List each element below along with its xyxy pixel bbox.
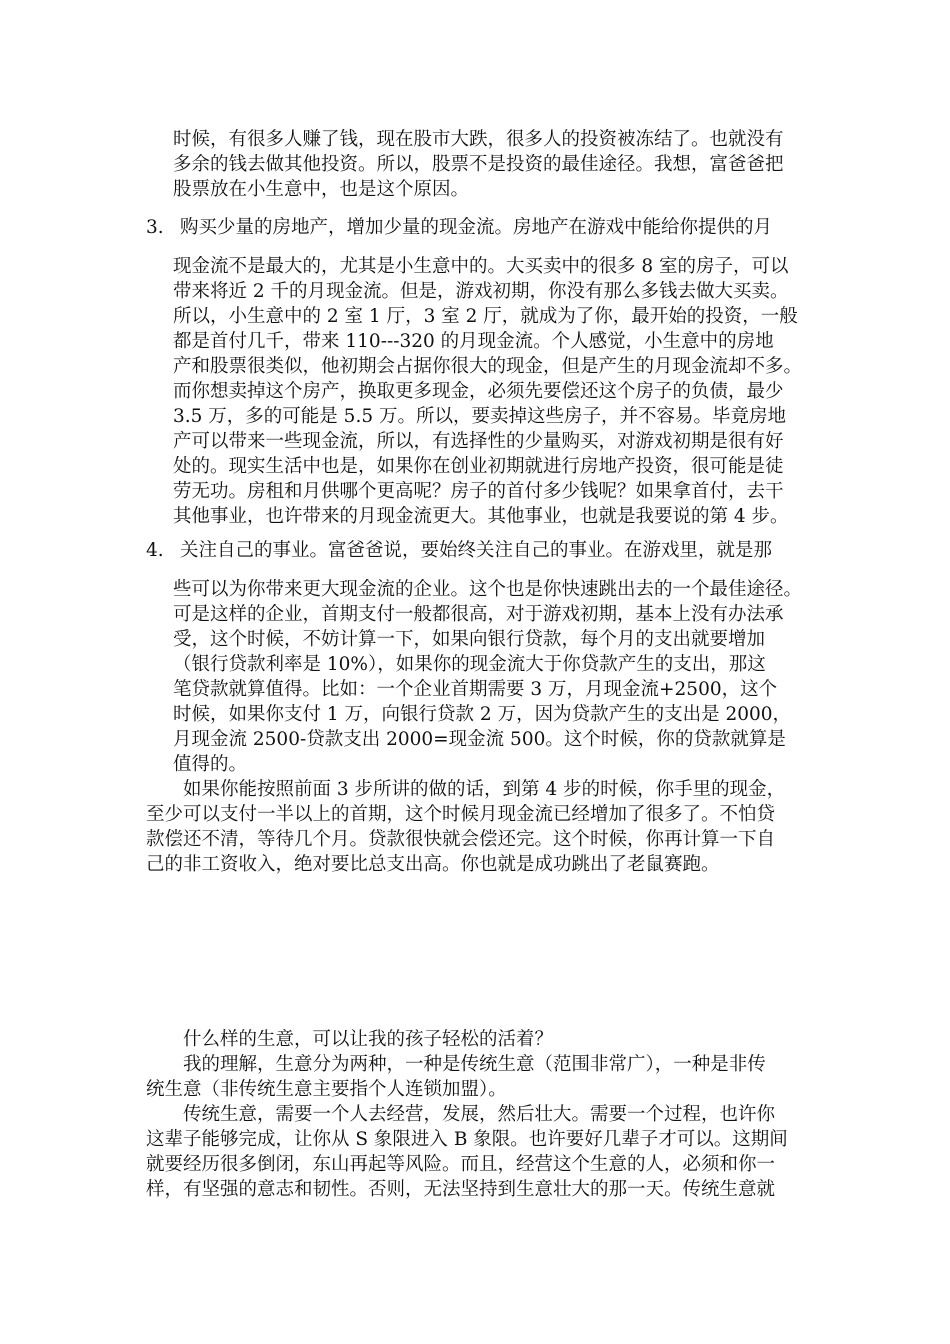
- list-item-4-line: 值得的。: [173, 754, 248, 775]
- list-item-4-line: 些可以为你带来更大现金流的企业。这个也是你快速跳出去的一个最佳途径。: [173, 579, 803, 600]
- section2-line: 传统生意，需要一个人去经营，发展，然后壮大。需要一个过程，也许你: [183, 1104, 776, 1125]
- section2-line: 统生意（非传统生意主要指个人连锁加盟）。: [146, 1079, 507, 1100]
- list-item-3-line: 而你想卖掉这个房产，换取更多现金，必须先要偿还这个房子的负债，最少: [173, 381, 784, 402]
- section2-line: 样，有坚强的意志和韧性。否则，无法坚持到生意壮大的那一天。传统生意就: [146, 1179, 776, 1200]
- conclusion-line: 款偿还不清，等待几个月。贷款很快就会偿还完。这个时候，你再计算一下自: [146, 829, 776, 850]
- section2-line: 就要经历很多倒闭，东山再起等风险。而且，经营这个生意的人，必须和你一: [146, 1154, 776, 1175]
- conclusion-line: 如果你能按照前面 3 步所讲的做的话，到第 4 步的时候，你手里的现金，: [183, 779, 786, 800]
- section2-question: 什么样的生意，可以让我的孩子轻松的活着？: [183, 1029, 554, 1050]
- list-item-3-line: 处的。现实生活中也是，如果你在创业初期就进行房地产投资，很可能是徒: [173, 456, 784, 477]
- list-item-3-line: 其他事业，也许带来的月现金流更大。其他事业，也就是我要说的第 4 步。: [173, 506, 789, 527]
- list-item-4-line: 笔贷款就算值得。比如：一个企业首期需要 3 万，月现金流+2500，这个: [173, 679, 778, 700]
- list-number-4: 4.: [146, 540, 164, 561]
- list-item-4-line: 受，这个时候，不妨计算一下，如果向银行贷款，每个月的支出就要增加: [173, 629, 766, 650]
- list-item-3-line: 劳无功。房租和月供哪个更高呢？房子的首付多少钱呢？如果拿首付，去干: [173, 481, 784, 502]
- list-item-4-first-line: 关注自己的事业。富爸爸说，要始终关注自己的事业。在游戏里，就是那: [180, 540, 773, 561]
- conclusion-line: 至少可以支付一半以上的首期，这个时候月现金流已经增加了很多了。不怕贷: [146, 804, 776, 825]
- list-item-3-first-line: 购买少量的房地产，增加少量的现金流。房地产在游戏中能给你提供的月: [180, 217, 773, 238]
- list-item-4-line: （银行贷款利率是 10%），如果你的现金流大于你贷款产生的支出，那这: [173, 654, 766, 675]
- list-item-3-line: 所以，小生意中的 2 室 1 厅，3 室 2 厅，就成为了你，最开始的投资，一般: [173, 306, 798, 327]
- conclusion-line: 己的非工资收入，绝对要比总支出高。你也就是成功跳出了老鼠赛跑。: [146, 854, 720, 875]
- list-item-4-line: 月现金流 2500-贷款支出 2000=现金流 500。这个时候，你的贷款就算是: [173, 729, 786, 750]
- intro-line: 多余的钱去做其他投资。所以，股票不是投资的最佳途径。我想，富爸爸把: [173, 154, 784, 175]
- list-item-3-line: 带来将近 2 千的月现金流。但是，游戏初期，你没有那么多钱去做大买卖。: [173, 281, 789, 302]
- list-item-3-line: 3.5 万，多的可能是 5.5 万。所以，要卖掉这些房子，并不容易。毕竟房地: [173, 406, 786, 427]
- list-item-3-line: 产可以带来一些现金流，所以，有选择性的少量购买，对游戏初期是很有好: [173, 431, 784, 452]
- list-item-3-line: 产和股票很类似，他初期会占据你很大的现金，但是产生的月现金流却不多。: [173, 356, 803, 377]
- section2-line: 我的理解，生意分为两种，一种是传统生意（范围非常广），一种是非传: [183, 1054, 766, 1075]
- list-item-3-line: 现金流不是最大的，尤其是小生意中的。大买卖中的很多 8 室的房子，可以: [173, 256, 789, 277]
- list-item-4-line: 可是这样的企业，首期支付一般都很高，对于游戏初期，基本上没有办法承: [173, 604, 784, 625]
- list-item-3-line: 都是首付几千，带来 110---320 的月现金流。个人感觉，小生意中的房地: [173, 331, 774, 352]
- list-item-4-line: 时候，如果你支付 1 万，向银行贷款 2 万，因为贷款产生的支出是 2000，: [173, 704, 792, 725]
- section2-line: 这辈子能够完成，让你从 S 象限进入 B 象限。也许要好几辈子才可以。这期间: [146, 1129, 788, 1150]
- list-number-3: 3.: [146, 217, 164, 238]
- intro-line: 时候，有很多人赚了钱，现在股市大跌，很多人的投资被冻结了。也就没有: [173, 129, 784, 150]
- intro-line: 股票放在小生意中，也是这个原因。: [173, 179, 470, 200]
